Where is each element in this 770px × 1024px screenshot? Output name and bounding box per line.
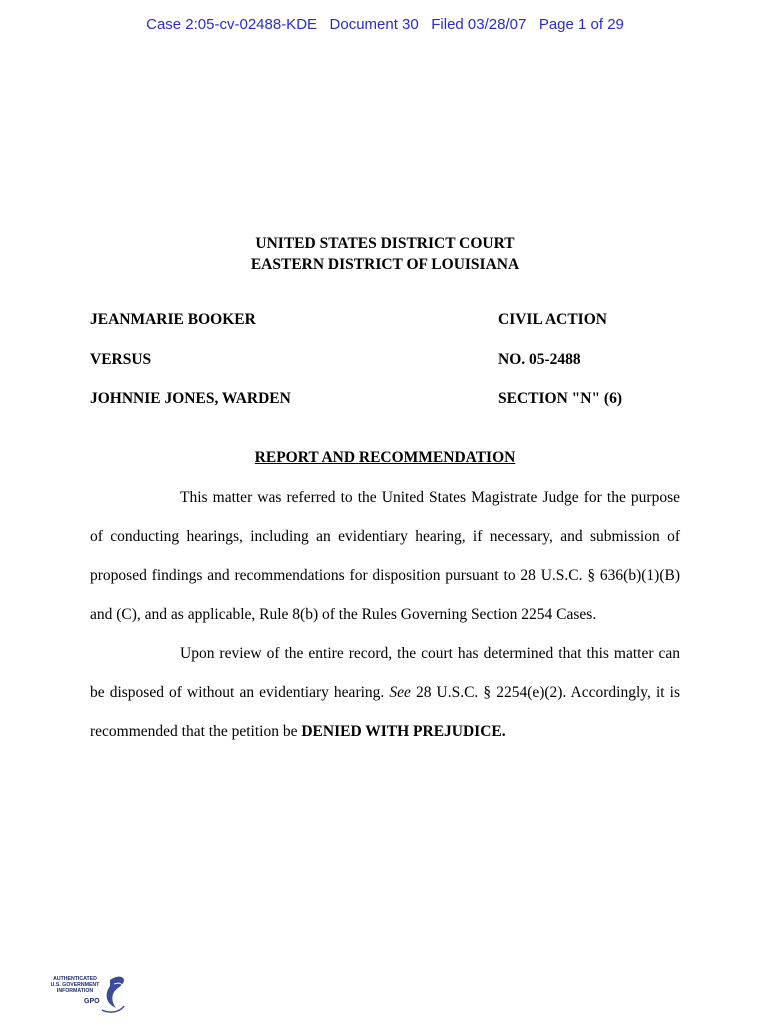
paragraph-referral: This matter was referred to the United States Magistrate Judge for the purpose of conducting hearings, including an evidentiary hearing, if necessary, and submission of proposed findings and recommendations for disposition pursuant to 28 U.S.C. § 636(b)(1)(B) and (C), and as applicable, Rule 8(b) of the Rules Governing Section 2254 Cases. — [90, 489, 680, 623]
logo-line-authenticated: AUTHENTICATED — [53, 976, 97, 982]
logo-line-information: INFORMATION — [56, 988, 94, 995]
recommendation-text-b: 28 U.S.C. § 2254(e)(2). Accordingly, it is recommended that the petition be — [90, 684, 680, 740]
petitioner-name: JEANMARIE BOOKER — [90, 311, 256, 328]
gpo-eagle-icon — [44, 970, 130, 1016]
paragraph-recommendation — [90, 634, 680, 751]
disposition-text: DENIED WITH PREJUDICE. — [301, 723, 506, 740]
see-signal: See — [389, 684, 411, 701]
section-label: SECTION "N" (6) — [498, 390, 622, 407]
logo-line-government: U.S. GOVERNMENT — [50, 982, 100, 989]
respondent-name: JOHNNIE JONES, WARDEN — [90, 390, 291, 407]
court-name-line1: UNITED STATES DISTRICT COURT — [255, 235, 515, 252]
report-title: REPORT AND RECOMMENDATION — [254, 449, 516, 466]
court-heading — [0, 233, 770, 275]
gpo-authenticated-logo — [44, 970, 130, 1016]
case-number: NO. 05-2488 — [498, 351, 581, 368]
caption-row-1 — [90, 311, 690, 329]
court-name-line2: EASTERN DISTRICT OF LOUISIANA — [250, 256, 520, 273]
case-header-stamp: Case 2:05-cv-02488-KDE Document 30 Filed 03/28/07 Page 1 of 29 — [146, 16, 624, 33]
versus-label: VERSUS — [90, 351, 152, 368]
action-type: CIVIL ACTION — [498, 311, 607, 328]
caption-row-2 — [90, 351, 690, 369]
gpo-mark: GPO — [84, 998, 100, 1005]
caption-row-3 — [90, 390, 690, 408]
recommendation-text-a: Upon review of the entire record, the court has determined that this matter can be disposed of without an evidentiary hearing. — [90, 645, 680, 701]
